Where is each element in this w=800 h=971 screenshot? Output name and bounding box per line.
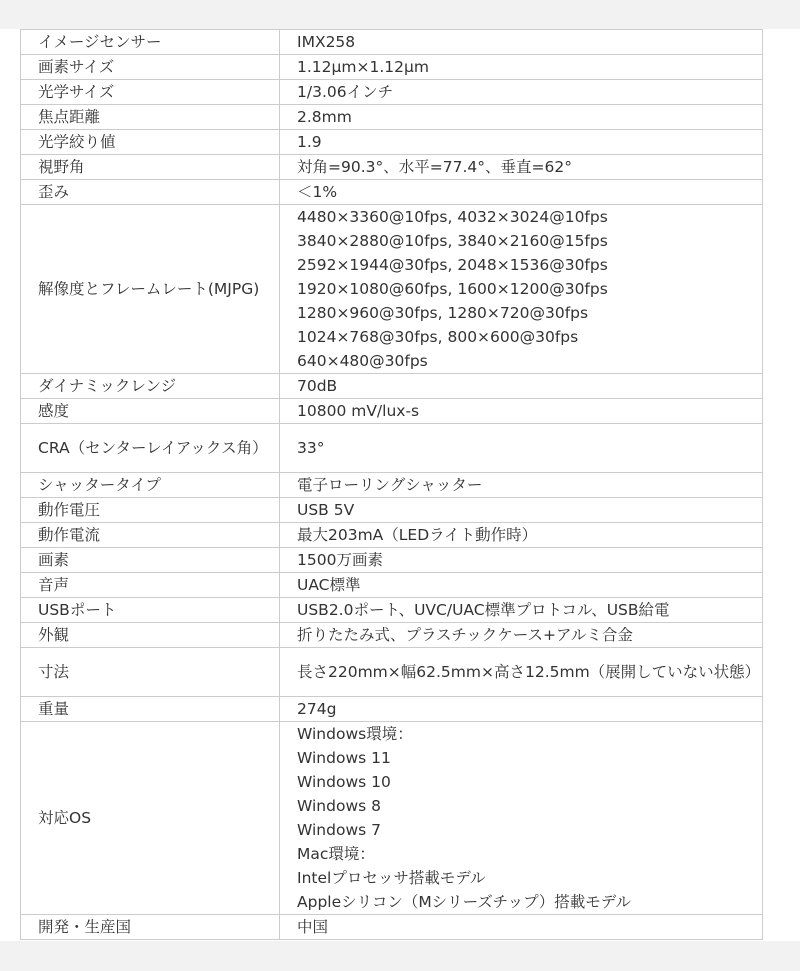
spec-value: 33° (280, 424, 763, 473)
spec-label: 感度 (21, 399, 280, 424)
spec-value: 70dB (280, 374, 763, 399)
spec-label: 音声 (21, 573, 280, 598)
spec-label: 解像度とフレームレート(MJPG) (21, 205, 280, 374)
spec-label: イメージセンサー (21, 30, 280, 55)
spec-row-image-sensor (21, 30, 763, 55)
spec-row-pixels (21, 548, 763, 573)
spec-label: 寸法 (21, 648, 280, 697)
spec-row-weight (21, 697, 763, 722)
os-line: Windows 11 (297, 749, 391, 767)
spec-value: 電子ローリングシャッター (280, 473, 763, 498)
spec-value-multiline (280, 205, 763, 374)
os-line: Windows環境： (297, 725, 413, 743)
os-line: Windows 7 (297, 821, 381, 839)
spec-value: IMX258 (280, 30, 763, 55)
spec-row-dynamic-range (21, 374, 763, 399)
spec-row-cra (21, 424, 763, 473)
spec-page (0, 29, 800, 941)
spec-row-dimensions (21, 648, 763, 697)
spec-label: 動作電流 (21, 523, 280, 548)
spec-label: 画素サイズ (21, 55, 280, 80)
spec-label: 画素 (21, 548, 280, 573)
spec-label: 歪み (21, 180, 280, 205)
os-line: Mac環境： (297, 845, 375, 863)
spec-value: USB 5V (280, 498, 763, 523)
resolution-line: 4480×3360@10fps, 4032×3024@10fps (297, 208, 608, 226)
resolution-line: 3840×2880@10fps, 3840×2160@15fps (297, 232, 608, 250)
spec-row-audio (21, 573, 763, 598)
spec-value: 中国 (280, 915, 763, 940)
spec-value: 1500万画素 (280, 548, 763, 573)
spec-row-sensitivity (21, 399, 763, 424)
spec-row-focal-length (21, 105, 763, 130)
spec-label: 対応OS (21, 722, 280, 915)
spec-value: ＜1% (280, 180, 763, 205)
resolution-line: 1920×1080@60fps, 1600×1200@30fps (297, 280, 608, 298)
resolution-line: 640×480@30fps (297, 352, 428, 370)
spec-row-optical-size (21, 80, 763, 105)
spec-value-multiline (280, 722, 763, 915)
spec-label: 開発・生産国 (21, 915, 280, 940)
spec-row-field-of-view (21, 155, 763, 180)
spec-row-usb-port (21, 598, 763, 623)
spec-value: 274g (280, 697, 763, 722)
spec-row-operating-current (21, 523, 763, 548)
spec-label: ダイナミックレンジ (21, 374, 280, 399)
spec-value: USB2.0ポート、UVC/UAC標準プロトコル、USB給電 (280, 598, 763, 623)
spec-value: 1.9 (280, 130, 763, 155)
spec-table (20, 29, 763, 940)
spec-value: 長さ220mm×幅62.5mm×高さ12.5mm（展開していない状態） (280, 648, 763, 697)
spec-label: シャッタータイプ (21, 473, 280, 498)
spec-row-country-of-origin (21, 915, 763, 940)
spec-value: UAC標準 (280, 573, 763, 598)
spec-row-pixel-size (21, 55, 763, 80)
spec-label: 光学絞り値 (21, 130, 280, 155)
spec-row-appearance (21, 623, 763, 648)
spec-value: 対角=90.3°、水平=77.4°、垂直=62° (280, 155, 763, 180)
resolution-line: 1024×768@30fps, 800×600@30fps (297, 328, 579, 346)
spec-row-aperture (21, 130, 763, 155)
resolution-line: 2592×1944@30fps, 2048×1536@30fps (297, 256, 608, 274)
spec-row-resolution-framerate (21, 205, 763, 374)
spec-row-supported-os (21, 722, 763, 915)
spec-value: 1/3.06インチ (280, 80, 763, 105)
spec-label: CRA（センターレイアックス角） (21, 424, 280, 473)
os-line: Intelプロセッサ搭載モデル (297, 869, 486, 887)
os-line: Appleシリコン（Mシリーズチップ）搭載モデル (297, 893, 632, 911)
spec-label: 外観 (21, 623, 280, 648)
spec-label: 動作電圧 (21, 498, 280, 523)
spec-value: 最大203mA（LEDライト動作時） (280, 523, 763, 548)
os-line: Windows 10 (297, 773, 391, 791)
spec-label: 視野角 (21, 155, 280, 180)
spec-value: 10800 mV/lux-s (280, 399, 763, 424)
spec-row-shutter-type (21, 473, 763, 498)
spec-value: 折りたたみ式、プラスチックケース+アルミ合金 (280, 623, 763, 648)
spec-row-distortion (21, 180, 763, 205)
spec-row-operating-voltage (21, 498, 763, 523)
spec-label: 焦点距離 (21, 105, 280, 130)
os-line: Windows 8 (297, 797, 381, 815)
resolution-line: 1280×960@30fps, 1280×720@30fps (297, 304, 589, 322)
spec-label: USBポート (21, 598, 280, 623)
spec-label: 重量 (21, 697, 280, 722)
spec-label: 光学サイズ (21, 80, 280, 105)
spec-value: 2.8mm (280, 105, 763, 130)
spec-value: 1.12μm×1.12μm (280, 55, 763, 80)
